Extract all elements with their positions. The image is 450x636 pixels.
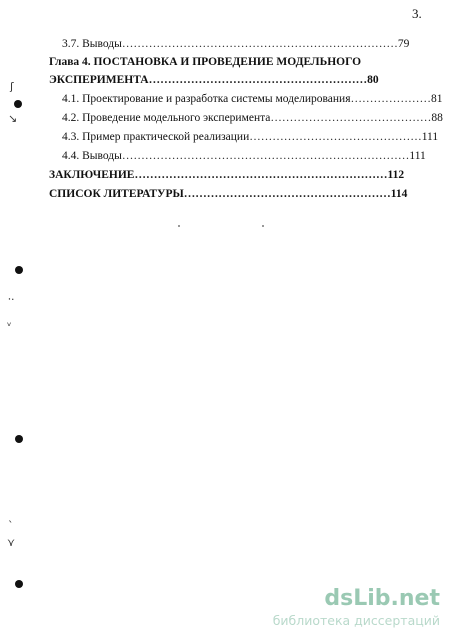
toc-entry-page: 111	[421, 131, 439, 143]
toc-entry-4-3[interactable]	[62, 128, 439, 146]
toc-entry-page: 79	[397, 38, 410, 50]
page-number: 3.	[412, 6, 422, 21]
toc-entry-page: 80	[367, 74, 379, 86]
toc-entry-title: СПИСОК ЛИТЕРАТУРЫ	[49, 188, 184, 200]
watermark-caption: библиотека диссертаций	[272, 613, 440, 628]
watermark	[265, 586, 440, 632]
toc-entry-title: ЗАКЛЮЧЕНИЕ	[49, 169, 135, 181]
toc-leader-dots: ………………………………………	[249, 131, 422, 143]
scan-mark: ⸱·	[8, 293, 15, 306]
scan-speck	[178, 225, 180, 227]
scan-mark: ᵥ	[7, 316, 12, 329]
toc-entry-title: 3.7. Выводы	[62, 38, 122, 50]
toc-entry-title: 4.2. Проведение модельного эксперимента	[62, 112, 271, 124]
hole-punch-dot	[15, 580, 23, 588]
toc-entry-page: 114	[390, 188, 408, 200]
hole-punch-dot	[15, 266, 23, 274]
scan-speck	[262, 225, 264, 227]
toc-leader-dots: ………………………………………………………………	[121, 38, 398, 50]
watermark-logo: dsLib.net	[324, 586, 440, 611]
hole-punch-dot	[14, 100, 22, 108]
scan-mark: ↘	[8, 112, 18, 125]
toc-entry-chapter-4-line1[interactable]	[49, 53, 429, 71]
toc-entry-page: 111	[409, 150, 426, 162]
toc-entry-references[interactable]	[49, 185, 434, 203]
toc-entry-4-2[interactable]	[62, 109, 443, 127]
toc-leader-dots: …………………………………………………………………	[121, 150, 410, 162]
toc-leader-dots: ………………………………………………	[183, 188, 391, 200]
toc-entry-4-1[interactable]	[62, 90, 443, 108]
toc-entry-conclusion[interactable]	[49, 166, 434, 184]
toc-entry-page: 81	[431, 93, 443, 105]
toc-leader-dots: …………………………………………………………	[134, 169, 388, 181]
hole-punch-dot	[15, 435, 23, 443]
toc-leader-dots: …………………	[350, 93, 432, 105]
scan-mark: ʃ	[10, 80, 14, 93]
scan-mark: ˎ	[8, 510, 14, 523]
toc-entry-title: ЭКСПЕРИМЕНТА	[49, 74, 149, 86]
toc-entry-title: Глава 4. ПОСТАНОВКА И ПРОВЕДЕНИЕ МОДЕЛЬНОГО	[49, 56, 362, 68]
toc-entry-page: 112	[387, 169, 405, 181]
toc-entry-page: 88	[431, 112, 443, 124]
toc-leader-dots: …………………………………………………	[148, 74, 368, 86]
scan-mark: ⋎	[7, 536, 16, 549]
toc-entry-chapter-4-line2[interactable]	[49, 71, 431, 89]
toc-entry-3-7[interactable]	[62, 35, 422, 53]
toc-entry-4-4[interactable]	[62, 147, 434, 165]
toc-leader-dots: ……………………………………	[270, 112, 432, 124]
toc-entry-title: 4.3. Пример практической реализации	[62, 131, 250, 143]
toc-entry-title: 4.1. Проектирование и разработка системы моделирования	[62, 93, 351, 105]
toc-entry-title: 4.4. Выводы	[62, 150, 122, 162]
